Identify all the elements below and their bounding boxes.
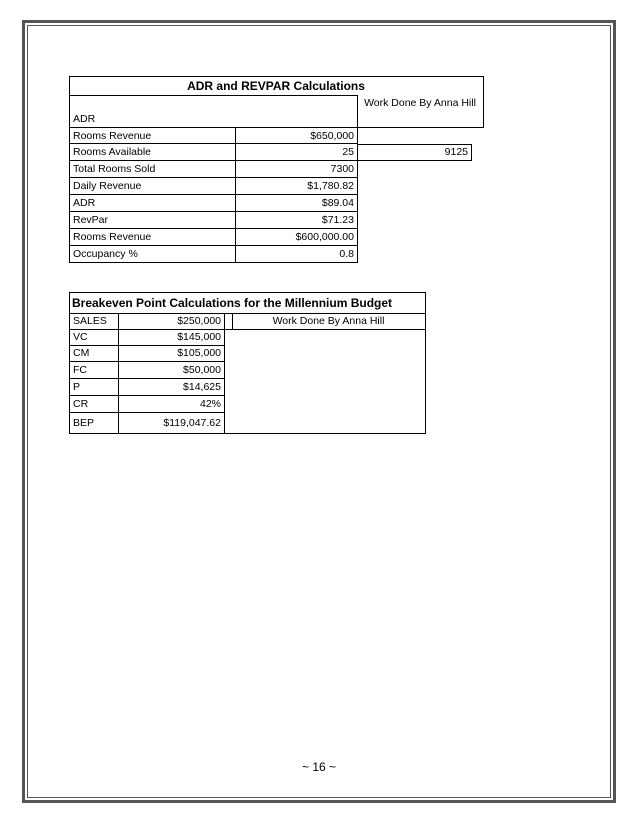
breakeven-row-value: $14,625 [183, 381, 221, 393]
adr-table-title: ADR and REVPAR Calculations [187, 79, 365, 93]
adr-row-value: 25 [342, 146, 354, 158]
breakeven-row-label: VC [73, 331, 88, 343]
breakeven-row-value: 42% [199, 398, 221, 410]
adr-row-label: Total Rooms Sold [73, 163, 156, 175]
breakeven-table-title: Breakeven Point Calculations for the Millennium Budget [72, 296, 393, 310]
adr-work-done-note: Work Done By Anna Hill [364, 97, 476, 109]
adr-row-label: Rooms Revenue [73, 130, 152, 142]
adr-row-value: 0.8 [339, 248, 354, 260]
adr-row-label: Occupancy % [73, 248, 138, 260]
adr-row-value: $600,000.00 [295, 231, 354, 243]
breakeven-row-value: $145,000 [177, 331, 221, 343]
adr-row-value: $71.23 [321, 214, 354, 226]
adr-row-label: Daily Revenue [73, 180, 142, 192]
adr-row-extra: 9125 [444, 146, 468, 158]
adr-row-value: $1,780.82 [307, 180, 354, 192]
adr-row-label: Rooms Available [73, 146, 152, 158]
breakeven-row-label: CR [73, 398, 89, 410]
breakeven-row-value: $250,000 [177, 315, 221, 327]
adr-row-value: $650,000 [310, 130, 354, 142]
breakeven-row-value: $119,047.62 [163, 417, 221, 429]
adr-row-label: ADR [73, 197, 96, 209]
breakeven-row-label: BEP [73, 417, 95, 429]
adr-row-value: 7300 [330, 163, 354, 175]
adr-row-label: RevPar [73, 214, 109, 226]
adr-row-label: Rooms Revenue [73, 231, 152, 243]
page-number: ~ 16 ~ [301, 760, 337, 774]
adr-row-value: $89.04 [321, 197, 354, 209]
breakeven-row-value: $50,000 [183, 364, 221, 376]
breakeven-row-label: CM [73, 347, 90, 359]
breakeven-row-label: FC [73, 364, 87, 376]
breakeven-row-label: SALES [73, 315, 107, 327]
breakeven-row-value: $105,000 [177, 347, 221, 359]
breakeven-row-label: P [73, 381, 81, 393]
breakeven-work-done-note: Work Done By Anna Hill [272, 315, 385, 327]
adr-header-label: ADR [73, 113, 96, 125]
